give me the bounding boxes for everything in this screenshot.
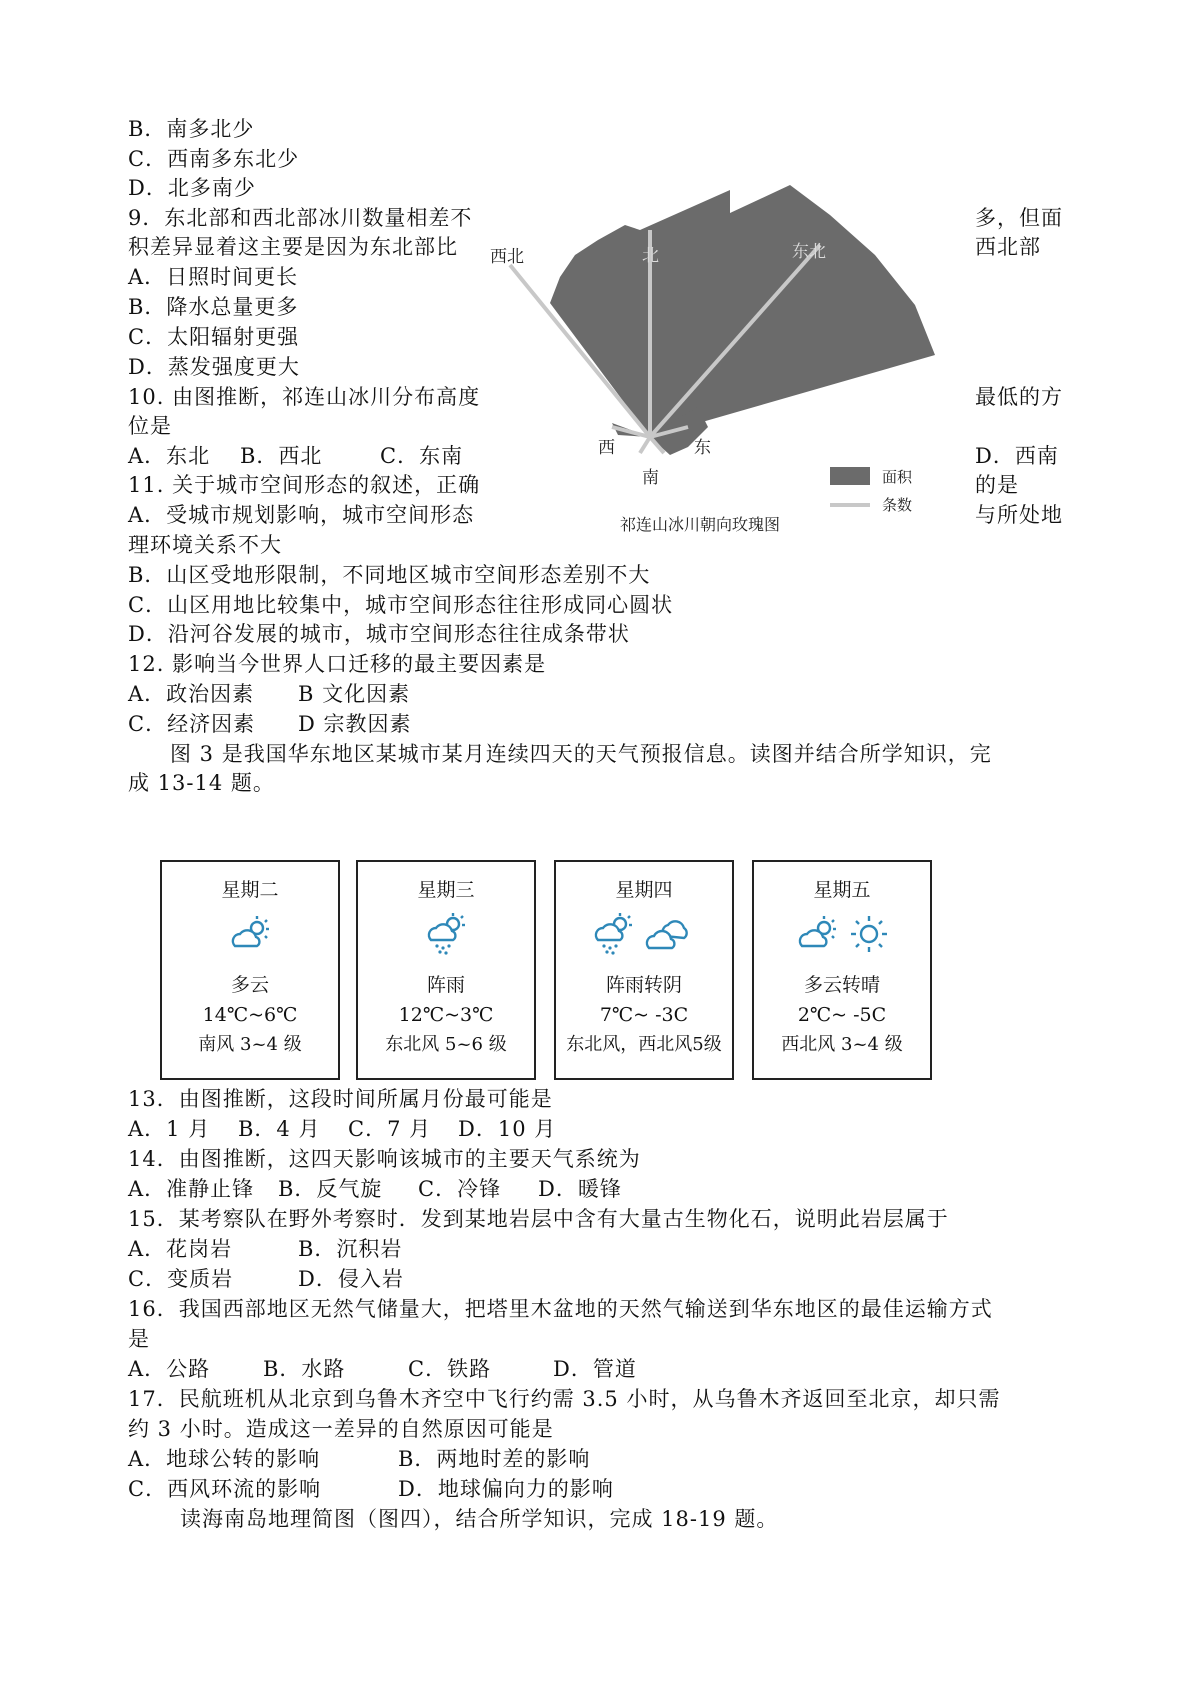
q17-option-a: A．地球公转的影响 bbox=[128, 1447, 321, 1471]
q16-option-c: C．铁路 bbox=[408, 1357, 492, 1381]
q17-options-1 bbox=[128, 1444, 590, 1474]
q15-option-b: B．沉积岩 bbox=[298, 1237, 403, 1261]
q15-option-c: C．变质岩 bbox=[128, 1267, 234, 1291]
q17-option-d: D．地球偏向力的影响 bbox=[398, 1477, 614, 1501]
q9-option-c: C．太阳辐射更强 bbox=[128, 325, 300, 349]
q10-options bbox=[128, 441, 463, 471]
q13-option-c: C．7 月 bbox=[348, 1117, 432, 1141]
intro-13-14-line1: 图 3 是我国华东地区某城市某月连续四天的天气预报信息。读图并结合所学知识，完 bbox=[170, 742, 992, 766]
q9-stem-right: 多，但面 bbox=[975, 206, 1063, 230]
weather-desc: 阵雨 bbox=[426, 974, 465, 996]
weather-desc: 多云转晴 bbox=[803, 974, 880, 996]
weather-wind: 东北风 5~6 级 bbox=[385, 1034, 507, 1055]
q10-option-d: D．西南 bbox=[975, 444, 1059, 468]
partly-cloudy-icon bbox=[794, 914, 840, 954]
q9-option-d: D．蒸发强度更大 bbox=[128, 355, 300, 379]
q16-stem: 16．我国西部地区无然气储量大，把塔里木盆地的天然气输送到华东地区的最佳运输方式 bbox=[128, 1297, 993, 1321]
q17-options-2 bbox=[128, 1474, 614, 1504]
q15-option-a: A．花岗岩 bbox=[128, 1237, 233, 1261]
q12-stem: 12. 影响当今世界人口迁移的最主要因素是 bbox=[128, 652, 547, 676]
q9-stem-right-2: 西北部 bbox=[975, 235, 1041, 259]
q15-options-1 bbox=[128, 1234, 402, 1264]
q12-option-b: B 文化因素 bbox=[298, 682, 411, 706]
q15-options-2 bbox=[128, 1264, 404, 1294]
q9-stem-left-2: 积差异显着这主要是因为东北部比 bbox=[128, 235, 458, 259]
q17-stem-cont: 约 3 小时。造成这一差异的自然原因可能是 bbox=[128, 1417, 554, 1441]
q15-stem: 15．某考察队在野外考察时．发到某地岩层中含有大量古生物化石，说明此岩层属于 bbox=[128, 1207, 949, 1231]
shower-icon bbox=[590, 912, 636, 956]
q16-option-a: A．公路 bbox=[128, 1357, 211, 1381]
q11-option-a-cont: 理环境关系不大 bbox=[128, 533, 282, 557]
weather-card-thursday bbox=[554, 860, 734, 1080]
q9-option-b: B．降水总量更多 bbox=[128, 295, 299, 319]
q13-option-a: A．1 月 bbox=[128, 1117, 211, 1141]
q10-option-a: A．东北 bbox=[128, 444, 211, 468]
q11-stem-left: 11. 关于城市空间形态的叙述，正确 bbox=[128, 473, 481, 497]
q11-option-d: D．沿河谷发展的城市，城市空间形态往往成条带状 bbox=[128, 622, 630, 646]
glacier-rose-diagram bbox=[490, 185, 970, 545]
q13-option-b: B．4 月 bbox=[238, 1117, 321, 1141]
weather-temp: 2℃~ -5C bbox=[797, 1004, 887, 1026]
legend-area-swatch bbox=[830, 467, 870, 485]
q11-option-b: B．山区受地形限制，不同地区城市空间形态差别不大 bbox=[128, 563, 651, 587]
q16-stem-cont: 是 bbox=[128, 1327, 150, 1351]
weather-day: 星期四 bbox=[615, 879, 673, 901]
option-d-prev: D．北多南少 bbox=[128, 176, 256, 200]
legend-count-label: 条数 bbox=[882, 496, 913, 514]
q17-option-b: B．两地时差的影响 bbox=[398, 1447, 591, 1471]
weather-wind: 南风 3~4 级 bbox=[198, 1034, 302, 1055]
q13-options bbox=[128, 1114, 556, 1144]
weather-wind: 东北风，西北风5级 bbox=[566, 1034, 722, 1055]
weather-temp: 14℃~6℃ bbox=[202, 1004, 298, 1026]
q12-options-1 bbox=[128, 679, 410, 709]
q10-stem-cont: 位是 bbox=[128, 414, 172, 438]
sunny-icon bbox=[848, 913, 890, 955]
legend-area-label: 面积 bbox=[882, 468, 913, 486]
rose-label-s: 南 bbox=[642, 468, 659, 488]
q17-stem: 17．民航班机从北京到乌鲁木齐空中飞行约需 3.5 小时，从乌鲁木齐返回至北京，却只需 bbox=[128, 1387, 1001, 1411]
weather-desc: 阵雨转阴 bbox=[605, 974, 682, 996]
weather-temp: 12℃~3℃ bbox=[398, 1004, 494, 1026]
q10-option-c: C．东南 bbox=[380, 444, 464, 468]
weather-card-friday bbox=[752, 860, 932, 1080]
q14-stem: 14．由图推断，这四天影响该城市的主要天气系统为 bbox=[128, 1147, 641, 1171]
q12-option-d: D 宗教因素 bbox=[298, 712, 412, 736]
q13-option-d: D．10 月 bbox=[458, 1117, 557, 1141]
q11-option-a-right: 与所处地 bbox=[975, 503, 1063, 527]
rose-label-e: 东 bbox=[694, 438, 711, 458]
q13-stem: 13．由图推断，这段时间所属月份最可能是 bbox=[128, 1087, 553, 1111]
q15-option-d: D．侵入岩 bbox=[298, 1267, 404, 1291]
q14-option-c: C．冷锋 bbox=[418, 1177, 502, 1201]
q12-option-c: C．经济因素 bbox=[128, 712, 256, 736]
weather-card-tuesday bbox=[160, 860, 340, 1080]
rose-label-n: 北 bbox=[642, 246, 659, 266]
q9-option-a: A．日照时间更长 bbox=[128, 265, 299, 289]
q12-options-2 bbox=[128, 709, 412, 739]
q17-option-c: C．西风环流的影响 bbox=[128, 1477, 322, 1501]
rose-label-w: 西 bbox=[598, 438, 615, 458]
q11-option-a-left: A．受城市规划影响，城市空间形态 bbox=[128, 503, 475, 527]
partly-cloudy-icon bbox=[227, 914, 273, 954]
weather-desc: 多云 bbox=[230, 974, 269, 996]
weather-temp: 7℃~ -3C bbox=[599, 1004, 689, 1026]
intro-13-14-line2: 成 13-14 题。 bbox=[128, 771, 275, 795]
weather-day: 星期五 bbox=[813, 879, 871, 901]
q10-option-b: B．西北 bbox=[240, 444, 323, 468]
shower-icon bbox=[423, 912, 469, 956]
q14-option-d: D．暖锋 bbox=[538, 1177, 622, 1201]
weather-day: 星期二 bbox=[221, 879, 279, 901]
rose-area-sector bbox=[550, 185, 935, 437]
cloudy-icon bbox=[644, 916, 698, 952]
option-b-prev: B．南多北少 bbox=[128, 117, 255, 141]
q10-stem-left: 10. 由图推断，祁连山冰川分布高度 bbox=[128, 385, 481, 409]
q14-option-b: B．反气旋 bbox=[278, 1177, 383, 1201]
q11-stem-right: 的是 bbox=[975, 473, 1019, 497]
q10-stem-right: 最低的方 bbox=[975, 385, 1063, 409]
q14-option-a: A．准静止锋 bbox=[128, 1177, 255, 1201]
q11-option-c: C．山区用地比较集中，城市空间形态往往形成同心圆状 bbox=[128, 593, 674, 617]
q9-stem-left: 9．东北部和西北部冰川数量相差不 bbox=[128, 206, 473, 230]
q16-option-d: D．管道 bbox=[553, 1357, 637, 1381]
q16-option-b: B．水路 bbox=[263, 1357, 346, 1381]
weather-wind: 西北风 3~4 级 bbox=[781, 1034, 903, 1055]
intro-18-19: 读海南岛地理简图（图四），结合所学知识，完成 18-19 题。 bbox=[180, 1507, 779, 1531]
q16-options bbox=[128, 1354, 637, 1384]
rose-label-ne: 东北 bbox=[792, 242, 826, 262]
option-c-prev: C．西南多东北少 bbox=[128, 147, 300, 171]
weather-day: 星期三 bbox=[417, 879, 475, 901]
weather-card-wednesday bbox=[356, 860, 536, 1080]
q14-options bbox=[128, 1174, 622, 1204]
rose-label-nw: 西北 bbox=[490, 247, 524, 267]
rose-caption: 祁连山冰川朝向玫瑰图 bbox=[620, 515, 781, 534]
q12-option-a: A．政治因素 bbox=[128, 682, 255, 706]
